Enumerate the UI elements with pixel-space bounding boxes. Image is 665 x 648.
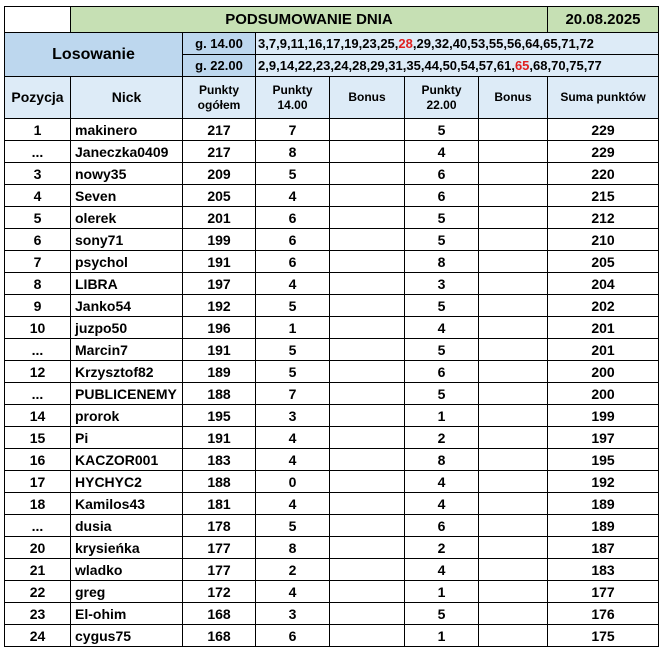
bonus-2-cell[interactable] xyxy=(479,229,548,251)
draw-number: 61 xyxy=(496,58,512,73)
table-row xyxy=(5,361,659,383)
bonus-1-cell[interactable] xyxy=(330,559,405,581)
total-points-cell[interactable]: 217 xyxy=(183,141,256,163)
points-22-cell[interactable]: 1 xyxy=(405,625,479,647)
position-cell[interactable]: 23 xyxy=(5,603,71,625)
total-points-cell[interactable]: 191 xyxy=(183,251,256,273)
draw-number: 2 xyxy=(258,58,266,73)
points-14-cell[interactable]: 4 xyxy=(256,185,330,207)
draw-number: 29 xyxy=(416,36,431,51)
points-22-cell[interactable]: 5 xyxy=(405,229,479,251)
nick-cell[interactable]: El-ohim xyxy=(71,603,183,625)
sum-cell[interactable]: 205 xyxy=(548,251,659,273)
position-cell[interactable]: 22 xyxy=(5,581,71,603)
points-14-cell[interactable]: 5 xyxy=(256,163,330,185)
position-cell[interactable]: 17 xyxy=(5,471,71,493)
total-points-cell[interactable]: 196 xyxy=(183,317,256,339)
points-22-cell[interactable]: 8 xyxy=(405,449,479,471)
sum-cell[interactable]: 197 xyxy=(548,427,659,449)
nick-cell[interactable]: makinero xyxy=(71,119,183,141)
draw-time-22[interactable]: g. 22.00 xyxy=(183,55,256,77)
nick-cell[interactable]: Pi xyxy=(71,427,183,449)
sum-cell[interactable]: 187 xyxy=(548,537,659,559)
total-points-cell[interactable]: 217 xyxy=(183,119,256,141)
draw-number: 3 xyxy=(258,36,266,51)
position-cell[interactable]: 16 xyxy=(5,449,71,471)
points-14-cell[interactable]: 6 xyxy=(256,251,330,273)
table-row xyxy=(5,493,659,515)
total-points-cell[interactable]: 181 xyxy=(183,493,256,515)
nick-cell[interactable]: sony71 xyxy=(71,229,183,251)
nick-cell[interactable]: PUBLICENEMY xyxy=(71,383,183,405)
points-22-cell[interactable]: 8 xyxy=(405,251,479,273)
position-cell[interactable]: ... xyxy=(5,339,71,361)
points-22-cell[interactable]: 6 xyxy=(405,515,479,537)
sum-cell[interactable]: 204 xyxy=(548,273,659,295)
nick-cell[interactable]: psychol xyxy=(71,251,183,273)
bonus-1-cell[interactable] xyxy=(330,427,405,449)
draw-number: 71 xyxy=(561,36,576,51)
bonus-1-cell[interactable] xyxy=(330,185,405,207)
total-points-cell[interactable]: 192 xyxy=(183,295,256,317)
nick-cell[interactable]: olerek xyxy=(71,207,183,229)
sum-cell[interactable]: 202 xyxy=(548,295,659,317)
points-22-cell[interactable]: 5 xyxy=(405,119,479,141)
position-cell[interactable]: 20 xyxy=(5,537,71,559)
points-14-cell[interactable]: 0 xyxy=(256,471,330,493)
points-22-cell[interactable]: 5 xyxy=(405,207,479,229)
sum-cell[interactable]: 189 xyxy=(548,515,659,537)
header-pozycja[interactable]: Pozycja xyxy=(5,77,71,119)
total-points-cell[interactable]: 209 xyxy=(183,163,256,185)
draw-number: 68 xyxy=(533,58,548,73)
bonus-1-cell[interactable] xyxy=(330,449,405,471)
points-14-cell[interactable]: 5 xyxy=(256,361,330,383)
points-22-cell[interactable]: 1 xyxy=(405,405,479,427)
sum-cell[interactable]: 200 xyxy=(548,361,659,383)
points-22-cell[interactable]: 2 xyxy=(405,427,479,449)
points-22-cell[interactable]: 5 xyxy=(405,383,479,405)
sum-cell[interactable]: 175 xyxy=(548,625,659,647)
bonus-2-cell[interactable] xyxy=(479,405,548,427)
header-bonus-2[interactable]: Bonus xyxy=(479,77,548,119)
bonus-1-cell[interactable] xyxy=(330,119,405,141)
bonus-1-cell[interactable] xyxy=(330,163,405,185)
bonus-2-cell[interactable] xyxy=(479,317,548,339)
draw-number: 14 xyxy=(279,58,295,73)
position-cell[interactable]: 3 xyxy=(5,163,71,185)
position-cell[interactable]: 8 xyxy=(5,273,71,295)
sum-cell[interactable]: 215 xyxy=(548,185,659,207)
bonus-2-cell[interactable] xyxy=(479,493,548,515)
total-points-cell[interactable]: 197 xyxy=(183,273,256,295)
bonus-1-cell[interactable] xyxy=(330,515,405,537)
table-row xyxy=(5,273,659,295)
points-14-cell[interactable]: 8 xyxy=(256,537,330,559)
nick-cell[interactable]: Marcin7 xyxy=(71,339,183,361)
draw-number: 55 xyxy=(488,36,504,51)
draw-number: 23 xyxy=(362,36,377,51)
draw-number: 9 xyxy=(279,36,287,51)
points-14-cell[interactable]: 6 xyxy=(256,207,330,229)
sum-cell[interactable]: 220 xyxy=(548,163,659,185)
points-14-cell[interactable]: 4 xyxy=(256,493,330,515)
draw-number: 11 xyxy=(290,36,305,51)
table-row xyxy=(5,295,659,317)
header-text: ogółem xyxy=(197,97,241,112)
bonus-2-cell[interactable] xyxy=(479,163,548,185)
bonus-2-cell[interactable] xyxy=(479,581,548,603)
position-cell[interactable]: 7 xyxy=(5,251,71,273)
table-row xyxy=(5,163,659,185)
sum-cell[interactable]: 212 xyxy=(548,207,659,229)
table-row xyxy=(5,141,659,163)
draw-number: 25 xyxy=(380,36,395,51)
sum-cell[interactable]: 199 xyxy=(548,405,659,427)
points-14-cell[interactable]: 4 xyxy=(256,449,330,471)
points-22-cell[interactable]: 2 xyxy=(405,537,479,559)
points-22-cell[interactable]: 3 xyxy=(405,273,479,295)
points-14-cell[interactable]: 4 xyxy=(256,581,330,603)
bonus-2-cell[interactable] xyxy=(479,559,548,581)
sum-cell[interactable]: 200 xyxy=(548,383,659,405)
total-points-cell[interactable]: 183 xyxy=(183,449,256,471)
total-points-cell[interactable]: 195 xyxy=(183,405,256,427)
draw-number: 9 xyxy=(268,58,277,73)
draw-time-14[interactable]: g. 14.00 xyxy=(183,33,256,55)
table-row xyxy=(5,405,659,427)
total-points-cell[interactable]: 177 xyxy=(183,537,256,559)
nick-cell[interactable]: KACZOR001 xyxy=(71,449,183,471)
points-22-cell[interactable]: 5 xyxy=(405,295,479,317)
sheet-title[interactable]: PODSUMOWANIE DNIA xyxy=(71,7,548,33)
position-cell[interactable]: ... xyxy=(5,383,71,405)
points-14-cell[interactable]: 5 xyxy=(256,295,330,317)
nick-cell[interactable]: nowy35 xyxy=(71,163,183,185)
table-row xyxy=(5,603,659,625)
draw-number: 65 xyxy=(543,36,558,51)
draw-number: 17 xyxy=(326,36,341,51)
draw-number: 28 xyxy=(352,58,367,73)
sum-cell[interactable]: 210 xyxy=(548,229,659,251)
bonus-1-cell[interactable] xyxy=(330,537,405,559)
points-22-cell[interactable]: 5 xyxy=(405,339,479,361)
draw-number: 70 xyxy=(551,58,566,73)
bonus-1-cell[interactable] xyxy=(330,251,405,273)
table-row xyxy=(5,515,659,537)
draw-number: 50 xyxy=(442,58,458,73)
header-punkty-22[interactable] xyxy=(405,77,479,119)
nick-cell[interactable]: cygus75 xyxy=(71,625,183,647)
bonus-2-cell[interactable] xyxy=(479,449,548,471)
header-text: Punkty xyxy=(272,82,313,97)
nick-cell[interactable]: LIBRA xyxy=(71,273,183,295)
table-row xyxy=(5,383,659,405)
draw-number: 7 xyxy=(268,36,277,51)
header-text: 14.00 xyxy=(277,97,308,112)
bonus-2-cell[interactable] xyxy=(479,427,548,449)
total-points-cell[interactable]: 172 xyxy=(183,581,256,603)
total-points-cell[interactable]: 188 xyxy=(183,383,256,405)
points-14-cell[interactable]: 8 xyxy=(256,141,330,163)
header-punkty-14[interactable] xyxy=(256,77,330,119)
total-points-cell[interactable]: 191 xyxy=(183,339,256,361)
table-row xyxy=(5,229,659,251)
bonus-1-cell[interactable] xyxy=(330,207,405,229)
total-points-cell[interactable]: 199 xyxy=(183,229,256,251)
points-22-cell[interactable]: 4 xyxy=(405,141,479,163)
nick-cell[interactable]: Janko54 xyxy=(71,295,183,317)
draw-number: 29 xyxy=(370,58,385,73)
total-points-cell[interactable]: 178 xyxy=(183,515,256,537)
position-cell[interactable]: 21 xyxy=(5,559,71,581)
table-row xyxy=(5,339,659,361)
draw-numbers-22[interactable]: 2,9,14,22,23,24,28,29,31,35,44,50,54,57,61,65,68,70,75,77 xyxy=(256,55,659,77)
nick-cell[interactable]: Janeczka0409 xyxy=(71,141,183,163)
draw-number: 54 xyxy=(460,58,476,73)
draw-number: 31 xyxy=(388,58,403,73)
nick-cell[interactable]: krysieńka xyxy=(71,537,183,559)
points-14-cell[interactable]: 1 xyxy=(256,317,330,339)
bonus-2-cell[interactable] xyxy=(479,515,548,537)
bonus-2-cell[interactable] xyxy=(479,185,548,207)
draw-number: 53 xyxy=(470,36,486,51)
bonus-1-cell[interactable] xyxy=(330,471,405,493)
points-22-cell[interactable]: 6 xyxy=(405,163,479,185)
sum-cell[interactable]: 229 xyxy=(548,141,659,163)
nick-cell[interactable]: prorok xyxy=(71,405,183,427)
table-row xyxy=(5,581,659,603)
bonus-1-cell[interactable] xyxy=(330,581,405,603)
total-points-cell[interactable]: 168 xyxy=(183,625,256,647)
nick-cell[interactable]: Kamilos43 xyxy=(71,493,183,515)
draw-number: 44 xyxy=(424,58,439,73)
table-row xyxy=(5,471,659,493)
nick-cell[interactable]: HYCHYC2 xyxy=(71,471,183,493)
total-points-cell[interactable]: 168 xyxy=(183,603,256,625)
blank-cell[interactable] xyxy=(5,7,71,33)
points-14-cell[interactable]: 6 xyxy=(256,229,330,251)
table-row xyxy=(5,559,659,581)
sum-cell[interactable]: 192 xyxy=(548,471,659,493)
nick-cell[interactable]: dusia xyxy=(71,515,183,537)
total-points-cell[interactable]: 205 xyxy=(183,185,256,207)
nick-cell[interactable]: Seven xyxy=(71,185,183,207)
bonus-2-cell[interactable] xyxy=(479,339,548,361)
draw-number: 65 xyxy=(514,58,530,73)
position-cell[interactable]: 10 xyxy=(5,317,71,339)
position-cell[interactable]: ... xyxy=(5,515,71,537)
sum-cell[interactable]: 201 xyxy=(548,339,659,361)
bonus-1-cell[interactable] xyxy=(330,625,405,647)
table-row xyxy=(5,207,659,229)
draw-number: 22 xyxy=(297,58,313,73)
bonus-1-cell[interactable] xyxy=(330,493,405,515)
total-points-cell[interactable]: 191 xyxy=(183,427,256,449)
draw-number: 77 xyxy=(587,58,602,73)
header-punkty-ogolem[interactable] xyxy=(183,77,256,119)
points-22-cell[interactable]: 4 xyxy=(405,559,479,581)
sum-cell[interactable]: 183 xyxy=(548,559,659,581)
points-14-cell[interactable]: 7 xyxy=(256,383,330,405)
position-cell[interactable]: 1 xyxy=(5,119,71,141)
points-22-cell[interactable]: 1 xyxy=(405,581,479,603)
header-bonus-1[interactable]: Bonus xyxy=(330,77,405,119)
points-22-cell[interactable]: 5 xyxy=(405,603,479,625)
draw-number: 64 xyxy=(525,36,540,51)
bonus-2-cell[interactable] xyxy=(479,603,548,625)
points-14-cell[interactable]: 3 xyxy=(256,603,330,625)
position-cell[interactable]: 15 xyxy=(5,427,71,449)
position-cell[interactable]: 9 xyxy=(5,295,71,317)
position-cell[interactable]: 5 xyxy=(5,207,71,229)
sum-cell[interactable]: 176 xyxy=(548,603,659,625)
bonus-1-cell[interactable] xyxy=(330,229,405,251)
total-points-cell[interactable]: 188 xyxy=(183,471,256,493)
sum-cell[interactable]: 189 xyxy=(548,493,659,515)
bonus-1-cell[interactable] xyxy=(330,361,405,383)
bonus-2-cell[interactable] xyxy=(479,537,548,559)
header-nick[interactable]: Nick xyxy=(71,77,183,119)
position-cell[interactable]: 14 xyxy=(5,405,71,427)
total-points-cell[interactable]: 189 xyxy=(183,361,256,383)
sum-cell[interactable]: 201 xyxy=(548,317,659,339)
bonus-2-cell[interactable] xyxy=(479,119,548,141)
draw-number: 23 xyxy=(315,58,331,73)
table-row xyxy=(5,317,659,339)
position-cell[interactable]: 12 xyxy=(5,361,71,383)
bonus-2-cell[interactable] xyxy=(479,141,548,163)
header-suma[interactable]: Suma punktów xyxy=(548,77,659,119)
bonus-2-cell[interactable] xyxy=(479,207,548,229)
bonus-1-cell[interactable] xyxy=(330,405,405,427)
position-cell[interactable]: ... xyxy=(5,141,71,163)
nick-cell[interactable]: greg xyxy=(71,581,183,603)
table-row xyxy=(5,185,659,207)
draw-number: 19 xyxy=(344,36,359,51)
position-cell[interactable]: 24 xyxy=(5,625,71,647)
draw-number: 40 xyxy=(452,36,468,51)
sum-cell[interactable]: 229 xyxy=(548,119,659,141)
points-22-cell[interactable]: 6 xyxy=(405,361,479,383)
summary-table xyxy=(4,6,659,647)
points-22-cell[interactable]: 6 xyxy=(405,185,479,207)
nick-cell[interactable]: juzpo50 xyxy=(71,317,183,339)
bonus-2-cell[interactable] xyxy=(479,383,548,405)
draw-label[interactable]: Losowanie xyxy=(5,33,183,77)
position-cell[interactable]: 18 xyxy=(5,493,71,515)
points-22-cell[interactable]: 4 xyxy=(405,493,479,515)
points-14-cell[interactable]: 5 xyxy=(256,339,330,361)
header-text: Punkty xyxy=(421,82,462,97)
draw-number: 16 xyxy=(307,36,323,51)
nick-cell[interactable]: Krzysztof82 xyxy=(71,361,183,383)
date-cell[interactable]: 20.08.2025 xyxy=(548,7,659,33)
bonus-2-cell[interactable] xyxy=(479,295,548,317)
bonus-1-cell[interactable] xyxy=(330,603,405,625)
draw-number: 72 xyxy=(579,36,594,51)
table-row xyxy=(5,625,659,647)
points-22-cell[interactable]: 4 xyxy=(405,317,479,339)
table-row xyxy=(5,427,659,449)
bonus-1-cell[interactable] xyxy=(330,383,405,405)
points-14-cell[interactable]: 4 xyxy=(256,273,330,295)
bonus-1-cell[interactable] xyxy=(330,273,405,295)
bonus-2-cell[interactable] xyxy=(479,361,548,383)
draw-numbers-14[interactable]: 3,7,9,11,16,17,19,23,25,28,29,32,40,53,55,56,64,65,71,72 xyxy=(256,33,659,55)
bonus-2-cell[interactable] xyxy=(479,625,548,647)
header-text: 22.00 xyxy=(426,97,457,112)
total-points-cell[interactable]: 201 xyxy=(183,207,256,229)
table-row xyxy=(5,537,659,559)
draw-number: 75 xyxy=(569,58,584,73)
table-row xyxy=(5,119,659,141)
sum-cell[interactable]: 195 xyxy=(548,449,659,471)
sum-cell[interactable]: 177 xyxy=(548,581,659,603)
bonus-1-cell[interactable] xyxy=(330,295,405,317)
points-22-cell[interactable]: 4 xyxy=(405,471,479,493)
points-14-cell[interactable]: 4 xyxy=(256,427,330,449)
points-14-cell[interactable]: 7 xyxy=(256,119,330,141)
bonus-2-cell[interactable] xyxy=(479,471,548,493)
position-cell[interactable]: 4 xyxy=(5,185,71,207)
draw-number: 32 xyxy=(434,36,450,51)
bonus-1-cell[interactable] xyxy=(330,339,405,361)
table-row xyxy=(5,251,659,273)
bonus-1-cell[interactable] xyxy=(330,317,405,339)
draw-number: 57 xyxy=(478,58,494,73)
draw-number: 28 xyxy=(398,36,413,51)
points-14-cell[interactable]: 2 xyxy=(256,559,330,581)
draw-number: 56 xyxy=(506,36,522,51)
draw-number: 35 xyxy=(406,58,421,73)
total-points-cell[interactable]: 177 xyxy=(183,559,256,581)
points-14-cell[interactable]: 6 xyxy=(256,625,330,647)
header-text: Punkty xyxy=(198,82,239,97)
points-14-cell[interactable]: 5 xyxy=(256,515,330,537)
table-row xyxy=(5,449,659,471)
draw-number: 24 xyxy=(334,58,349,73)
position-cell[interactable]: 6 xyxy=(5,229,71,251)
bonus-1-cell[interactable] xyxy=(330,141,405,163)
nick-cell[interactable]: wladko xyxy=(71,559,183,581)
bonus-2-cell[interactable] xyxy=(479,273,548,295)
bonus-2-cell[interactable] xyxy=(479,251,548,273)
points-14-cell[interactable]: 3 xyxy=(256,405,330,427)
